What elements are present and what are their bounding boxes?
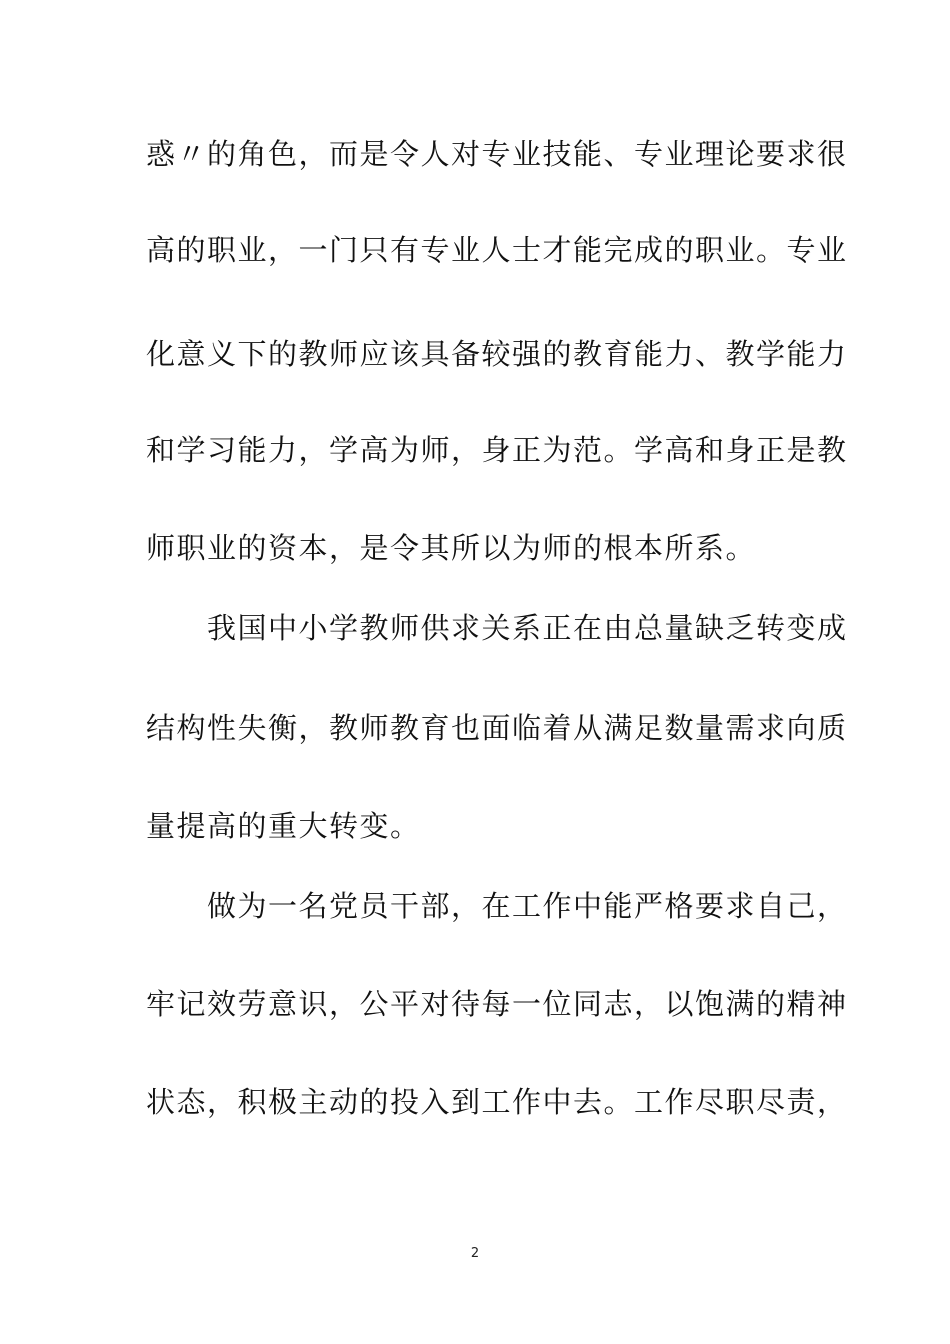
- text-line-3: 化意义下的教师应该具备较强的教育能力、教学能力: [146, 337, 848, 371]
- text-line-4: 和学习能力，学高为师，身正为范。学高和身正是教: [146, 433, 848, 467]
- text-line-11: 状态，积极主动的投入到工作中去。工作尽职尽责，: [146, 1085, 848, 1119]
- text-line-6: 我国中小学教师供求关系正在由总量缺乏转变成: [146, 611, 848, 645]
- text-line-1: 惑〃的角色，而是令人对专业技能、专业理论要求很: [146, 137, 848, 171]
- page-number: 2: [470, 1246, 480, 1261]
- text-line-5: 师职业的资本，是令其所以为师的根本所系。: [146, 531, 757, 565]
- text-line-8: 量提高的重大转变。: [146, 809, 421, 843]
- text-line-2: 高的职业，一门只有专业人士才能完成的职业。专业: [146, 233, 848, 267]
- text-line-10: 牢记效劳意识，公平对待每一位同志，以饱满的精神: [146, 987, 848, 1021]
- text-line-9: 做为一名党员干部，在工作中能严格要求自己，: [146, 889, 848, 923]
- text-line-7: 结构性失衡，教师教育也面临着从满足数量需求向质: [146, 711, 848, 745]
